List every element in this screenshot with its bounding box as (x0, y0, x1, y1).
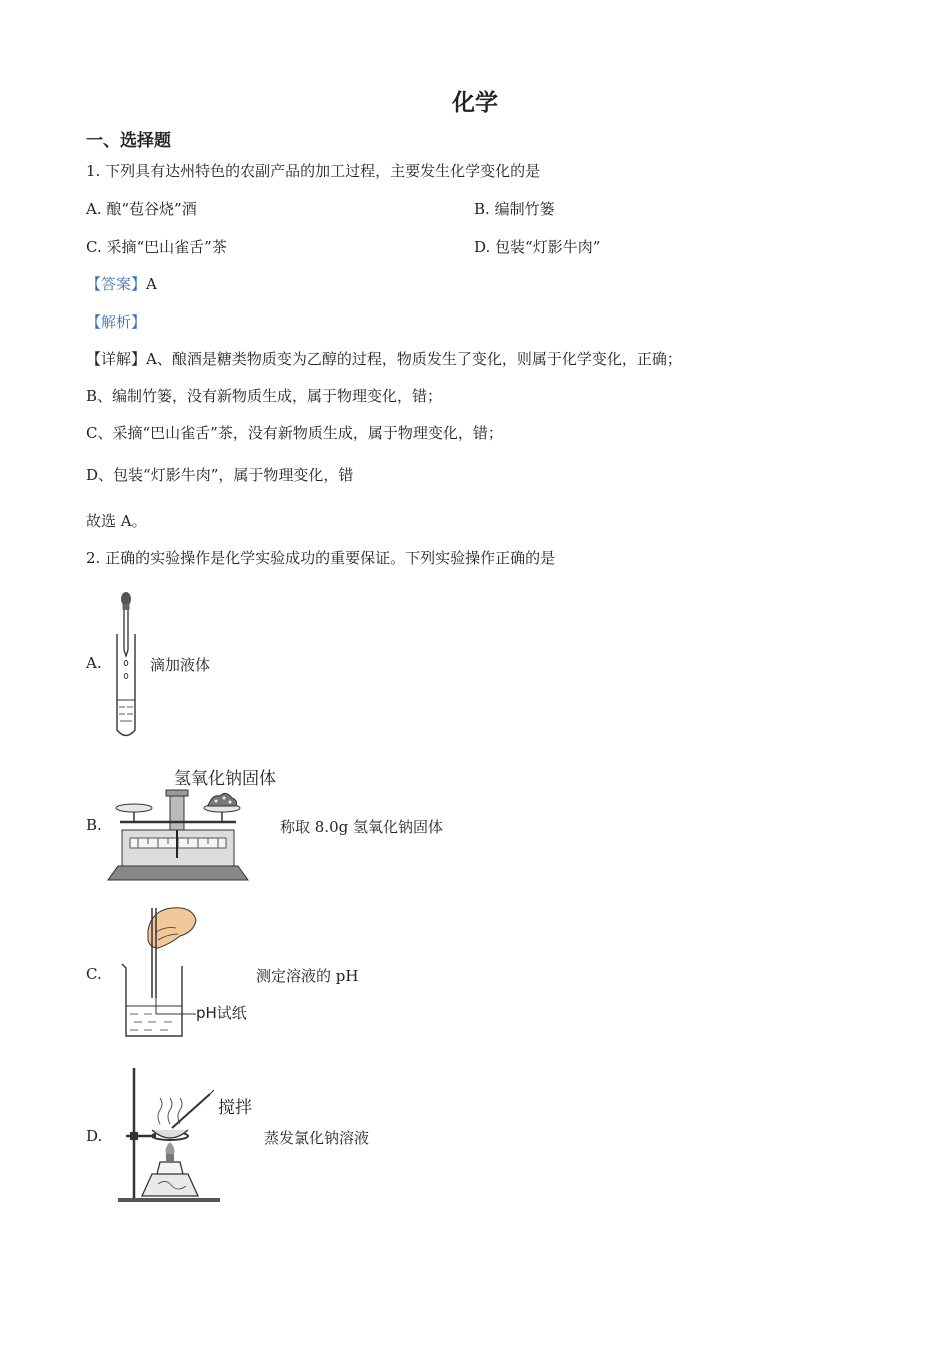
question-2-stem: 2. 正确的实验操作是化学实验成功的重要保证。下列实验操作正确的是 (86, 549, 556, 567)
detail-line-a: 【详解】A、酿酒是糖类物质变为乙醇的过程，物质发生了变化，则属于化学变化，正确； (86, 350, 682, 368)
page-title: 化学 (452, 90, 498, 116)
option-text: 包装“灯影牛肉” (495, 238, 601, 256)
section-heading: 一、选择题 (86, 131, 171, 151)
dropper-test-tube-figure (105, 590, 155, 742)
answer-value: A (146, 275, 157, 293)
ph-test-figure (116, 902, 206, 1042)
q2-option-c-letter: C. (86, 965, 102, 983)
q1-option-b (474, 198, 555, 219)
stir-label: 搅拌 (218, 1098, 252, 1118)
detail-line-c: C、采摘“巴山雀舌”茶，没有新物质生成，属于物理变化，错； (86, 424, 503, 442)
option-letter: A. (86, 200, 102, 218)
q2-option-c-text: 测定溶液的 pH (256, 967, 359, 985)
q1-option-d (474, 236, 600, 257)
question-1-stem: 1. 下列具有达州特色的农副产品的加工过程，主要发生化学变化的是 (86, 162, 541, 180)
detail-line-b: B、编制竹篓，没有新物质生成，属于物理变化，错； (86, 387, 443, 405)
option-text: 酿“苞谷烧”酒 (106, 200, 197, 218)
option-text: 编制竹篓 (494, 200, 555, 218)
q2-option-b-text: 称取 8.0g 氢氧化钠固体 (280, 818, 443, 836)
option-text: 采摘“巴山雀舌”茶 (106, 238, 227, 256)
q1-option-a (86, 198, 197, 219)
q2-option-d-letter: D. (86, 1127, 103, 1145)
q2-option-b-letter: B. (86, 816, 102, 834)
answer-line (86, 273, 157, 294)
evaporation-figure (116, 1066, 222, 1204)
q2-option-a-letter: A. (86, 654, 102, 672)
q2-option-d-text: 蒸发氯化钠溶液 (264, 1129, 370, 1147)
q2-option-a-text: 滴加液体 (150, 656, 211, 674)
balance-figure (108, 786, 248, 882)
answer-tag: 【答案】 (86, 275, 147, 293)
detail-line-d: D、包装“灯影牛肉”，属于物理变化，错 (86, 466, 354, 484)
balance-figure-label: 氢氧化钠固体 (174, 769, 276, 789)
option-letter: B. (474, 200, 490, 218)
ph-paper-label: pH试纸 (196, 1004, 247, 1022)
conclusion-line: 故选 A。 (86, 512, 147, 530)
option-letter: D. (474, 238, 491, 256)
option-letter: C. (86, 238, 102, 256)
analysis-tag: 【解析】 (86, 313, 147, 331)
q1-option-c (86, 236, 227, 257)
